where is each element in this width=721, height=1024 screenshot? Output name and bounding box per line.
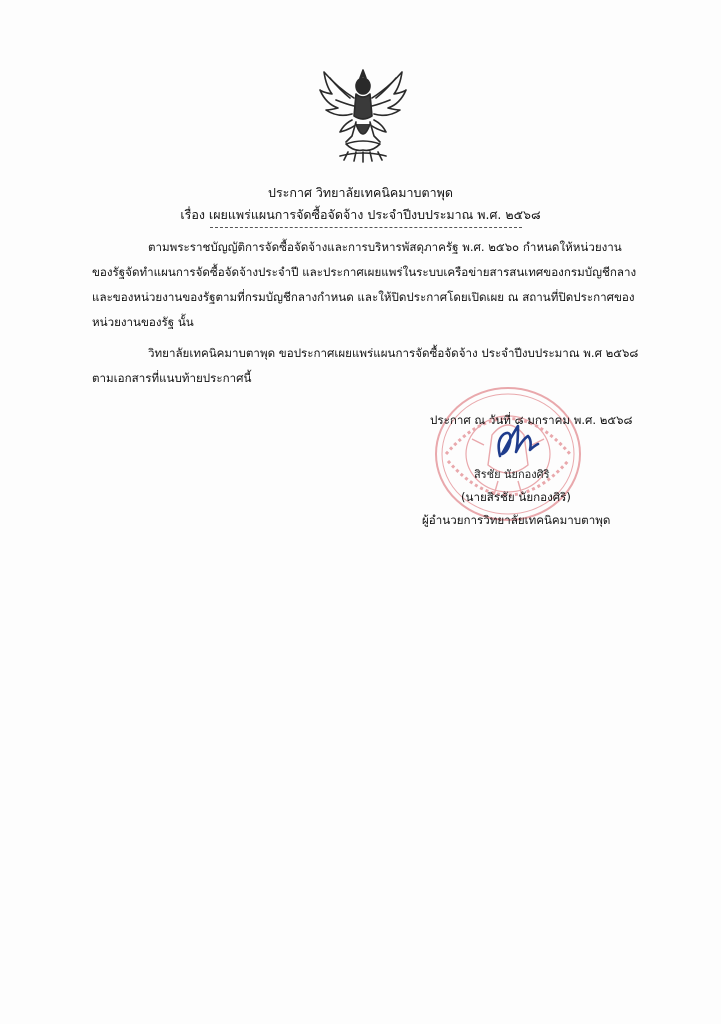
- announcement-header: ประกาศ วิทยาลัยเทคนิคมาบตาพุด: [268, 185, 453, 200]
- handwritten-signature: [488, 422, 540, 462]
- garuda-emblem-icon: [316, 64, 410, 164]
- paragraph-2-text: วิทยาลัยเทคนิคมาบตาพุด ขอประกาศเผยแพร่แผนการจัดซื้อจัดจ้าง ประจำปีงบประมาณ พ.ศ ๒๕๖๘ ตามเอกสารที่แนบท้ายประกาศนี้: [92, 346, 639, 385]
- paragraph-1-text: ตามพระราชบัญญัติการจัดซื้อจัดจ้างและการบริหารพัสดุภาครัฐ พ.ศ. ๒๕๖๐ กำหนดให้หน่วยงานของรัฐจัดทำแผนการจัดซื้อจัดจ้างประจำปี และประกาศเผยแพร่ในระบบเครือข่ายสารสนเทศของกรมบัญชีกลางและของหน่วยงานของรัฐตามที่กรมบัญชีกลางกำหนด และให้ปิดประกาศโดยเปิดเผย ณ สถานที่ปิดประกาศของหน่วยงานของรัฐ นั้น: [92, 240, 637, 329]
- dashed-divider: [210, 227, 522, 228]
- announced-date: ประกาศ ณ วันที่ ๘ มกราคม พ.ศ. ๒๕๖๘: [430, 413, 633, 427]
- signer-signature-text: สิรชัย นัยกองศิริ: [474, 468, 550, 481]
- body-paragraph-2: [92, 341, 640, 391]
- signer-position: ผู้อำนวยการวิทยาลัยเทคนิคมาบตาพุด: [422, 513, 611, 527]
- document-subject: เรื่อง เผยแพร่แผนการจัดซื้อจัดจ้าง ประจำปีงบประมาณ พ.ศ. ๒๕๖๘: [180, 207, 541, 222]
- body-paragraph-1: [92, 235, 640, 335]
- signer-name: (นายสิรชัย นัยกองศิริ): [461, 490, 571, 504]
